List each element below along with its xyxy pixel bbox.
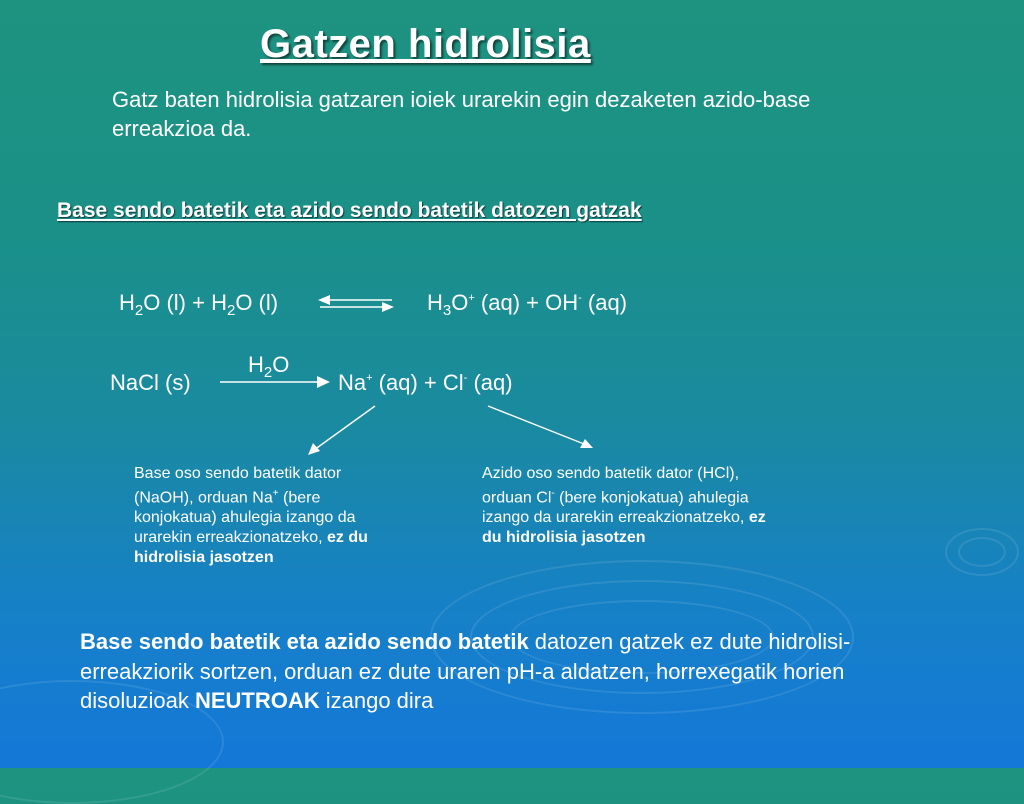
reaction-arrow-icon: [220, 375, 330, 389]
ion-products: Na+ (aq) + Cl- (aq): [338, 370, 513, 395]
left-branch-arrow-icon: [308, 406, 375, 455]
conclusion-text: Base sendo batetik eta azido sendo batetik datozen gatzek ez dute hidrolisi-erreakziorik sortzen, orduan ez dute uraren pH-a aldatzen, horrexegatik horien disoluzioak NEUTROAK izango dira: [80, 629, 851, 713]
intro-text: Gatz baten hidrolisia gatzaren ioiek urarekin egin dezaketen azido-base erreakzioa da.: [112, 87, 811, 141]
right-branch-arrow-icon: [488, 406, 593, 448]
section-heading: Base sendo batetik eta azido sendo batetik datozen gatzak: [57, 199, 642, 222]
solvent-label: $H_2O$: [248, 352, 290, 381]
nacl-reactant: NaCl (s): [110, 370, 191, 395]
branch-arrows: [300, 400, 610, 460]
water-equation-rhs: $H_3O^+$ (aq) + OH- (aq): [427, 290, 628, 319]
water-equation-lhs: $H_2O$ $(l) + H_2O$ (l): [119, 290, 279, 319]
sodium-note: Base oso sendo batetik dator (NaOH), orduan Na+ (bere konjokatua) ahulegia izango da urarekin erreakzionatzeko, ez du hidrolisia jasotzen: [134, 465, 368, 567]
chloride-note: Azido oso sendo batetik dator (HCl), orduan Cl- (bere konjokatua) ahulegia izango da urarekin erreakzionatzeko, ez du hidrolisia jasotzen: [482, 465, 766, 547]
equilibrium-arrow-icon: [318, 293, 394, 313]
slide-title: Gatzen hidrolisia: [260, 22, 591, 66]
